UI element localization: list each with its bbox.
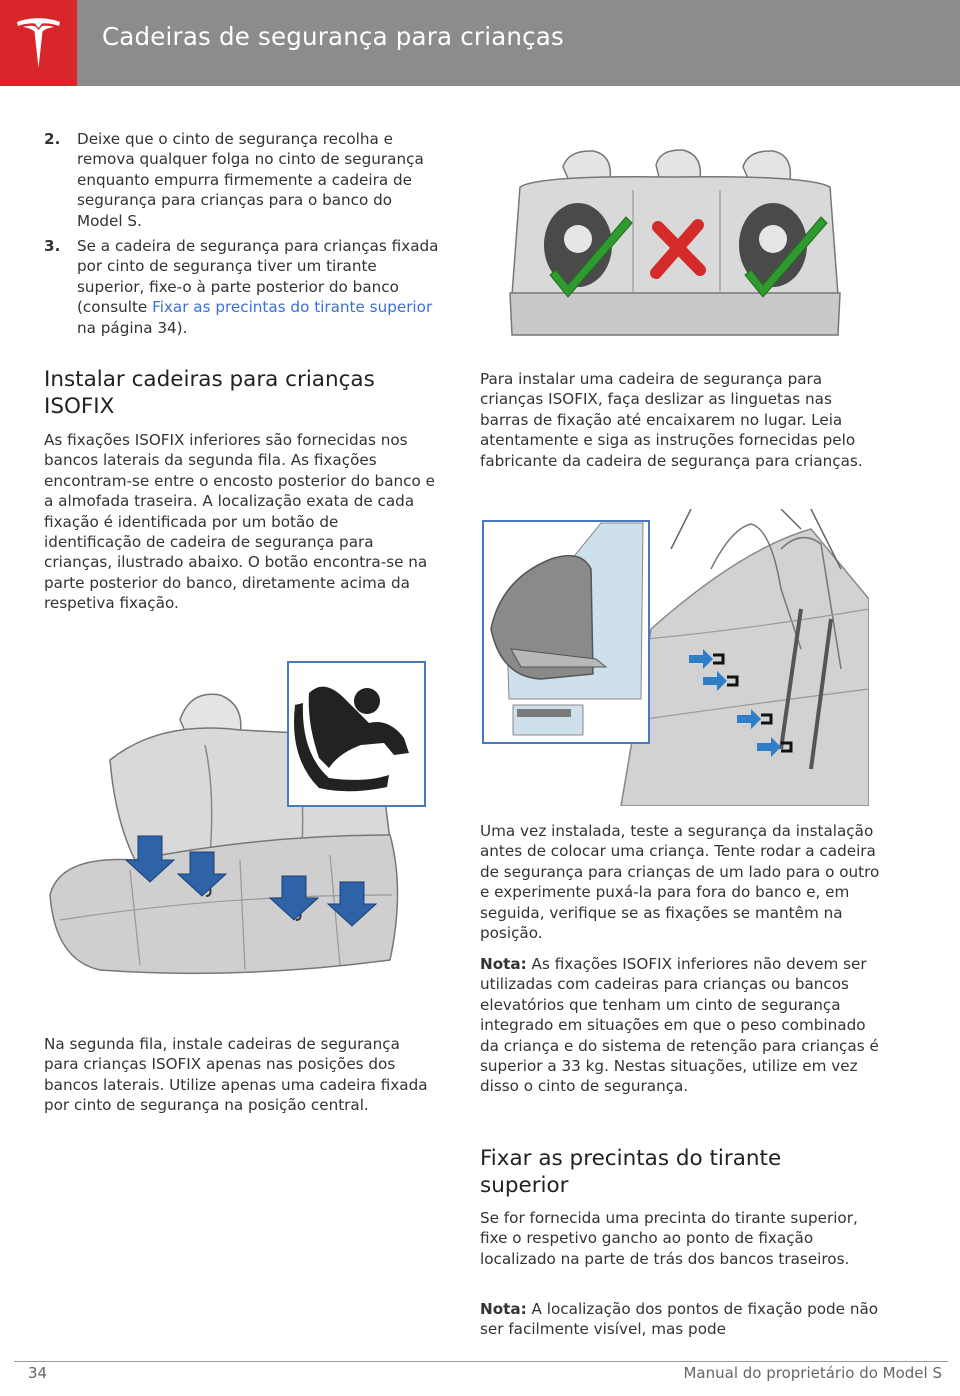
tether-heading: Fixar as precintas do tirante superior xyxy=(480,1146,782,1198)
tesla-logo-icon xyxy=(15,18,62,70)
page-header xyxy=(0,0,960,86)
seat-positions-figure xyxy=(508,145,842,340)
tether-link[interactable]: Fixar as precintas do tirante superior xyxy=(152,298,433,317)
step-text-part: Se a cadeira de segurança para crianças fixada por cinto de segurança tiver um tirante superior, fixe-o à parte posterior do banco (consulte xyxy=(77,237,439,317)
note-label: Nota: xyxy=(480,955,527,973)
step-text xyxy=(77,236,439,338)
isofix-button-inset xyxy=(287,661,426,807)
page-number: 34 xyxy=(28,1364,48,1382)
step-text: Deixe que o cinto de segurança recolha e remova qualquer folga no cinto de segurança enquanto empurra firmemente a cadeira de segurança para crianças para o banco do Model S. xyxy=(77,130,424,230)
anchor-bars-figure xyxy=(481,509,869,806)
note-text: As fixações ISOFIX inferiores não devem ser utilizadas com cadeiras para crianças ou bancos elevatórios que tenham um cinto de segurança integrado em situações em que o peso combinado da criança e do sistema de retenção para crianças é superior a 33 kg. Nestas situações, utilize em vez disso o cinto de segurança. xyxy=(480,955,879,1096)
isofix-heading: Instalar cadeiras para crianças ISOFIX xyxy=(44,367,375,419)
isofix-note xyxy=(480,954,880,1097)
step-2 xyxy=(44,129,439,231)
install-text: Para instalar uma cadeira de segurança para crianças ISOFIX, faça deslizar as linguetas nas barras de fixação até encaixarem no lugar. Leia atentamente e siga as instruções fornecidas pelo fabricante da cadeira de segurança para crianças. xyxy=(480,370,863,470)
note-text: A localização dos pontos de fixação pode não ser facilmente visível, mas pode xyxy=(480,1300,879,1339)
second-row-text: Na segunda fila, instale cadeiras de segurança para crianças ISOFIX apenas nas posições dos bancos laterais. Utilize apenas uma cadeira fixada por cinto de segurança na posição central. xyxy=(44,1035,428,1115)
test-text: Uma vez instalada, teste a segurança da instalação antes de colocar uma criança. Tente rodar a cadeira de segurança para crianças de um lado para o outro e experimente puxá-la para fora do banco e, em seguida, verifique se as fixações se mantêm na posição. xyxy=(480,822,880,943)
step-3 xyxy=(44,236,439,338)
isofix-intro: As fixações ISOFIX inferiores são fornecidas nos bancos laterais da segunda fila. As fixações encontram-se entre o encosto posterior do banco e a almofada traseira. A localização exata de cada fixação é identificada por um botão de identificação de cadeira de segurança para crianças, ilustrado abaixo. O botão encontra-se na parte posterior do banco, diretamente acima da respetiva fixação. xyxy=(44,431,435,613)
step-number: 2. xyxy=(44,130,61,148)
tesla-logo xyxy=(0,0,77,86)
page-title: Cadeiras de segurança para crianças xyxy=(102,22,564,51)
manual-title: Manual do proprietário do Model S xyxy=(683,1364,942,1382)
step-number: 3. xyxy=(44,237,61,255)
footer-divider xyxy=(14,1361,948,1362)
tether-text: Se for fornecida uma precinta do tirante superior, fixe o respetivo gancho ao ponto de fixação localizado na parte de trás dos bancos traseiros. xyxy=(480,1209,858,1268)
step-text-part: na página 34). xyxy=(77,318,188,337)
note-label: Nota: xyxy=(480,1300,527,1318)
tether-note xyxy=(480,1299,880,1340)
child-seat-icon xyxy=(289,663,424,805)
